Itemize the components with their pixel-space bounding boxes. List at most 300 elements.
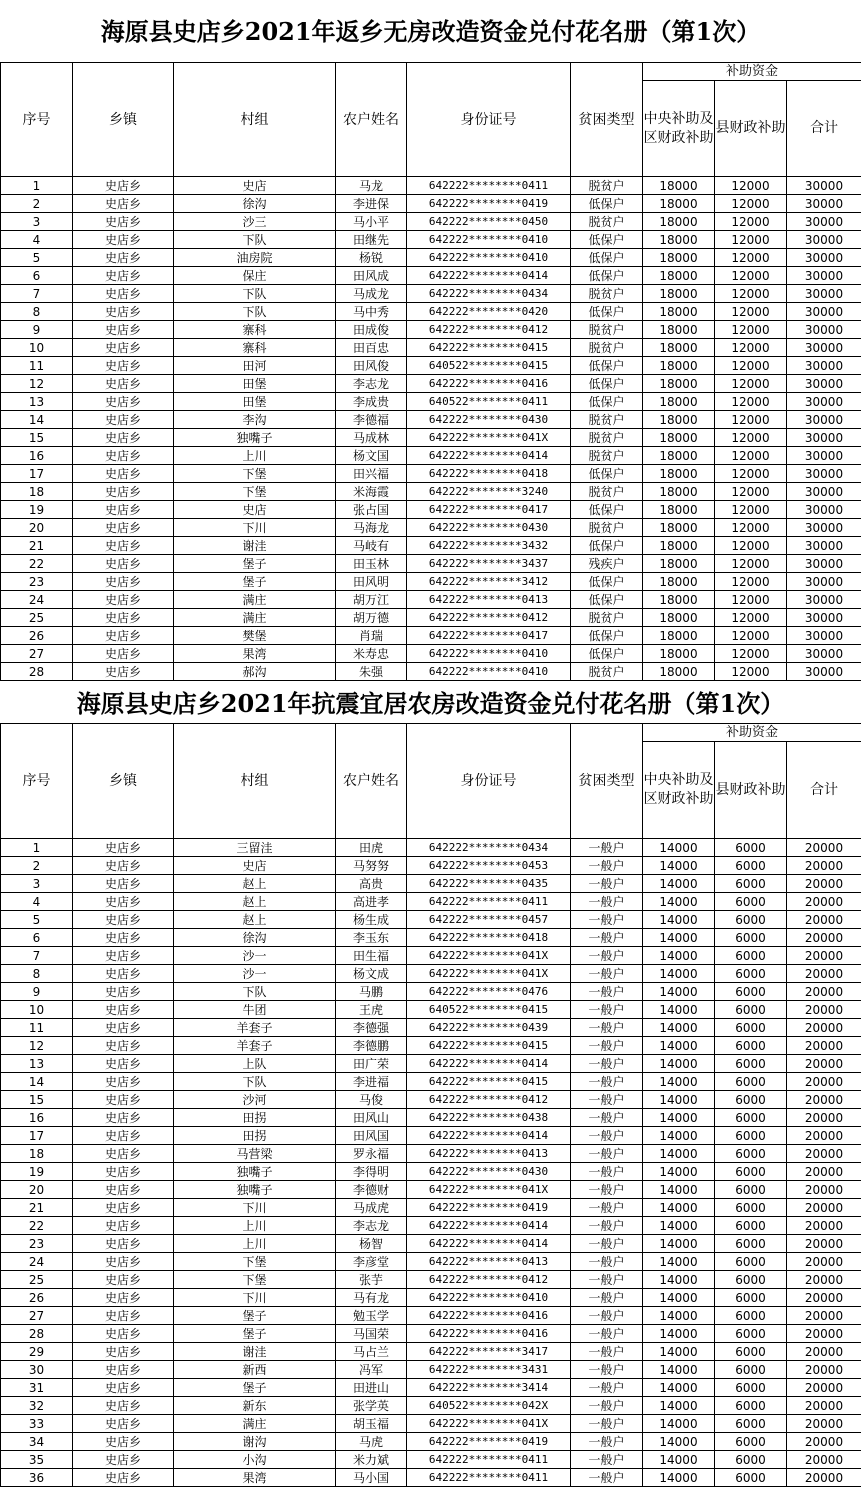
cell-town: 史店乡 [73,393,174,411]
cell-town: 史店乡 [73,1451,174,1469]
cell-id: 642222********0411 [407,893,571,911]
cell-central: 14000 [643,1253,715,1271]
cell-total: 20000 [787,1037,861,1055]
cell-town: 史店乡 [73,357,174,375]
cell-type: 一般户 [571,1415,643,1433]
cell-type: 低保户 [571,375,643,393]
cell-id: 642222********0412 [407,609,571,627]
header-name: 农户姓名 [336,724,407,839]
cell-name: 马小国 [336,1469,407,1487]
cell-type: 脱贫户 [571,213,643,231]
cell-id: 642222********0416 [407,1325,571,1343]
cell-seq: 25 [1,609,73,627]
cell-county: 12000 [715,285,787,303]
cell-name: 马中秀 [336,303,407,321]
cell-town: 史店乡 [73,983,174,1001]
cell-id: 642222********0430 [407,1163,571,1181]
cell-town: 史店乡 [73,177,174,195]
cell-county: 6000 [715,1163,787,1181]
table-row [1,1199,861,1217]
cell-name: 米寿忠 [336,645,407,663]
table-row [1,1073,861,1091]
cell-id: 642222********0418 [407,929,571,947]
cell-total: 30000 [787,501,861,519]
cell-name: 田生福 [336,947,407,965]
cell-type: 脱贫户 [571,483,643,501]
cell-name: 李德鹏 [336,1037,407,1055]
cell-id: 642222********3414 [407,1379,571,1397]
cell-seq: 21 [1,537,73,555]
cell-total: 30000 [787,393,861,411]
cell-town: 史店乡 [73,483,174,501]
cell-central: 18000 [643,573,715,591]
cell-total: 20000 [787,983,861,1001]
cell-type: 一般户 [571,839,643,857]
cell-name: 马小平 [336,213,407,231]
cell-type: 一般户 [571,1091,643,1109]
cell-id: 642222********041X [407,947,571,965]
cell-town: 史店乡 [73,339,174,357]
cell-total: 30000 [787,303,861,321]
cell-seq: 15 [1,1091,73,1109]
cell-total: 20000 [787,1091,861,1109]
cell-total: 30000 [787,177,861,195]
cell-name: 张占国 [336,501,407,519]
cell-town: 史店乡 [73,1073,174,1091]
table-row [1,983,861,1001]
cell-total: 20000 [787,1379,861,1397]
cell-village: 赵上 [174,911,336,929]
cell-county: 6000 [715,1469,787,1487]
cell-seq: 32 [1,1397,73,1415]
cell-town: 史店乡 [73,465,174,483]
cell-town: 史店乡 [73,1361,174,1379]
cell-town: 史店乡 [73,429,174,447]
cell-county: 6000 [715,1397,787,1415]
cell-village: 上川 [174,1217,336,1235]
cell-central: 18000 [643,465,715,483]
cell-id: 642222********0414 [407,447,571,465]
cell-county: 6000 [715,1289,787,1307]
cell-village: 独嘴子 [174,1163,336,1181]
table-row [1,231,861,249]
cell-village: 堡子 [174,573,336,591]
cell-name: 田玉林 [336,555,407,573]
cell-name: 肖瑞 [336,627,407,645]
table-row [1,965,861,983]
cell-central: 14000 [643,911,715,929]
cell-town: 史店乡 [73,663,174,681]
cell-total: 20000 [787,1163,861,1181]
cell-name: 张芋 [336,1271,407,1289]
cell-central: 14000 [643,1181,715,1199]
cell-type: 脱贫户 [571,177,643,195]
cell-seq: 25 [1,1271,73,1289]
cell-type: 一般户 [571,1433,643,1451]
cell-id: 642222********0435 [407,875,571,893]
cell-town: 史店乡 [73,303,174,321]
table-row [1,429,861,447]
cell-village: 保庄 [174,267,336,285]
cell-id: 642222********0420 [407,303,571,321]
cell-county: 12000 [715,339,787,357]
cell-name: 李进福 [336,1073,407,1091]
cell-town: 史店乡 [73,609,174,627]
cell-id: 642222********0410 [407,645,571,663]
cell-name: 高进孝 [336,893,407,911]
table-row [1,1451,861,1469]
cell-central: 18000 [643,339,715,357]
table-row [1,1127,861,1145]
cell-seq: 11 [1,1019,73,1037]
cell-central: 18000 [643,429,715,447]
cell-seq: 24 [1,1253,73,1271]
table-row [1,249,861,267]
table-row [1,1253,861,1271]
cell-village: 下队 [174,303,336,321]
cell-town: 史店乡 [73,1379,174,1397]
cell-county: 6000 [715,1217,787,1235]
cell-id: 642222********3240 [407,483,571,501]
cell-id: 642222********0416 [407,1307,571,1325]
table-row [1,1433,861,1451]
cell-seq: 22 [1,555,73,573]
cell-type: 一般户 [571,1037,643,1055]
header-seq: 序号 [1,63,73,177]
table-row [1,627,861,645]
cell-village: 满庄 [174,1415,336,1433]
cell-name: 田风俊 [336,357,407,375]
cell-central: 14000 [643,1091,715,1109]
cell-name: 马国荣 [336,1325,407,1343]
cell-name: 马龙 [336,177,407,195]
cell-type: 一般户 [571,1325,643,1343]
cell-central: 18000 [643,501,715,519]
cell-name: 田风成 [336,267,407,285]
table-row [1,465,861,483]
cell-county: 6000 [715,893,787,911]
table-row [1,1397,861,1415]
cell-county: 6000 [715,857,787,875]
table-row [1,555,861,573]
cell-county: 12000 [715,429,787,447]
cell-id: 642222********0414 [407,1055,571,1073]
header-id: 身份证号 [407,63,571,177]
sheet-return-housing [0,0,861,681]
cell-id: 642222********041X [407,1181,571,1199]
cell-name: 米海霞 [336,483,407,501]
cell-seq: 4 [1,231,73,249]
cell-id: 642222********041X [407,429,571,447]
table-row [1,1415,861,1433]
cell-type: 一般户 [571,1001,643,1019]
cell-village: 下堡 [174,483,336,501]
cell-seq: 1 [1,177,73,195]
table-row [1,1343,861,1361]
cell-total: 30000 [787,321,861,339]
cell-county: 6000 [715,911,787,929]
cell-name: 李得明 [336,1163,407,1181]
cell-name: 马成龙 [336,285,407,303]
cell-total: 20000 [787,947,861,965]
cell-village: 果湾 [174,645,336,663]
cell-county: 6000 [715,1433,787,1451]
roster-table [0,723,861,1487]
cell-id: 642222********0434 [407,285,571,303]
cell-name: 胡万德 [336,609,407,627]
cell-central: 18000 [643,177,715,195]
cell-central: 14000 [643,1127,715,1145]
cell-id: 640522********042X [407,1397,571,1415]
cell-id: 642222********0411 [407,1469,571,1487]
cell-central: 18000 [643,375,715,393]
cell-type: 一般户 [571,1397,643,1415]
cell-id: 642222********0453 [407,857,571,875]
cell-seq: 34 [1,1433,73,1451]
cell-type: 一般户 [571,1181,643,1199]
header-town: 乡镇 [73,63,174,177]
cell-name: 田虎 [336,839,407,857]
cell-county: 6000 [715,1127,787,1145]
cell-county: 6000 [715,1325,787,1343]
cell-village: 徐沟 [174,929,336,947]
cell-central: 18000 [643,447,715,465]
cell-village: 马营梁 [174,1145,336,1163]
cell-id: 642222********0457 [407,911,571,929]
cell-name: 杨智 [336,1235,407,1253]
table-row [1,893,861,911]
table-row [1,591,861,609]
cell-id: 642222********041X [407,965,571,983]
cell-name: 张学英 [336,1397,407,1415]
cell-total: 30000 [787,483,861,501]
cell-total: 30000 [787,573,861,591]
cell-id: 642222********0434 [407,839,571,857]
cell-central: 18000 [643,357,715,375]
cell-county: 12000 [715,555,787,573]
cell-type: 脱贫户 [571,285,643,303]
cell-name: 罗永福 [336,1145,407,1163]
cell-town: 史店乡 [73,537,174,555]
header-central: 中央补助及区财政补助 [643,81,715,177]
cell-central: 18000 [643,609,715,627]
cell-central: 14000 [643,1307,715,1325]
cell-seq: 3 [1,875,73,893]
cell-type: 一般户 [571,1073,643,1091]
cell-village: 下川 [174,1289,336,1307]
cell-id: 642222********0430 [407,411,571,429]
cell-type: 一般户 [571,1343,643,1361]
cell-name: 田进山 [336,1379,407,1397]
cell-seq: 7 [1,947,73,965]
cell-total: 20000 [787,1109,861,1127]
header-total: 合计 [787,81,861,177]
cell-town: 史店乡 [73,1307,174,1325]
cell-type: 低保户 [571,393,643,411]
cell-central: 14000 [643,1235,715,1253]
cell-county: 6000 [715,1451,787,1469]
cell-village: 牛团 [174,1001,336,1019]
cell-county: 12000 [715,357,787,375]
cell-type: 一般户 [571,1451,643,1469]
cell-total: 20000 [787,1361,861,1379]
cell-seq: 2 [1,857,73,875]
cell-type: 低保户 [571,249,643,267]
cell-village: 满庄 [174,591,336,609]
cell-type: 低保户 [571,195,643,213]
cell-county: 6000 [715,839,787,857]
table-row [1,321,861,339]
cell-seq: 28 [1,1325,73,1343]
cell-village: 田堡 [174,375,336,393]
cell-name: 李彦堂 [336,1253,407,1271]
cell-id: 642222********0416 [407,375,571,393]
cell-name: 杨锐 [336,249,407,267]
cell-town: 史店乡 [73,321,174,339]
cell-village: 三留洼 [174,839,336,857]
cell-village: 下堡 [174,1253,336,1271]
cell-seq: 6 [1,929,73,947]
cell-seq: 17 [1,465,73,483]
cell-type: 脱贫户 [571,339,643,357]
cell-name: 田风明 [336,573,407,591]
table-row [1,267,861,285]
cell-county: 12000 [715,573,787,591]
cell-village: 李沟 [174,411,336,429]
cell-total: 20000 [787,1415,861,1433]
cell-town: 史店乡 [73,1235,174,1253]
cell-total: 20000 [787,1289,861,1307]
cell-name: 田风国 [336,1127,407,1145]
cell-total: 20000 [787,1055,861,1073]
cell-type: 一般户 [571,1289,643,1307]
cell-name: 米力斌 [336,1451,407,1469]
cell-central: 14000 [643,1055,715,1073]
cell-seq: 26 [1,1289,73,1307]
cell-central: 14000 [643,893,715,911]
cell-name: 朱强 [336,663,407,681]
header-central: 中央补助及区财政补助 [643,742,715,839]
cell-total: 30000 [787,537,861,555]
cell-total: 20000 [787,911,861,929]
cell-central: 14000 [643,875,715,893]
cell-total: 20000 [787,1307,861,1325]
cell-total: 30000 [787,465,861,483]
cell-total: 20000 [787,1073,861,1091]
cell-id: 642222********0410 [407,663,571,681]
cell-county: 6000 [715,965,787,983]
cell-type: 低保户 [571,267,643,285]
cell-type: 一般户 [571,1055,643,1073]
cell-total: 30000 [787,663,861,681]
cell-county: 6000 [715,1091,787,1109]
cell-county: 12000 [715,483,787,501]
cell-id: 642222********3417 [407,1343,571,1361]
table-body [1,177,861,681]
cell-village: 郝沟 [174,663,336,681]
cell-id: 642222********0439 [407,1019,571,1037]
cell-central: 18000 [643,321,715,339]
cell-central: 18000 [643,591,715,609]
cell-name: 杨文成 [336,965,407,983]
cell-id: 642222********3437 [407,555,571,573]
cell-central: 18000 [643,303,715,321]
table-row [1,911,861,929]
cell-county: 12000 [715,249,787,267]
cell-type: 一般户 [571,1163,643,1181]
cell-seq: 12 [1,1037,73,1055]
cell-name: 杨生成 [336,911,407,929]
cell-village: 新西 [174,1361,336,1379]
cell-total: 20000 [787,1451,861,1469]
cell-town: 史店乡 [73,1253,174,1271]
cell-total: 30000 [787,591,861,609]
cell-town: 史店乡 [73,1037,174,1055]
cell-name: 高贵 [336,875,407,893]
cell-name: 杨文国 [336,447,407,465]
cell-total: 20000 [787,1001,861,1019]
cell-id: 642222********3412 [407,573,571,591]
cell-name: 田百忠 [336,339,407,357]
cell-seq: 26 [1,627,73,645]
cell-type: 低保户 [571,591,643,609]
cell-name: 马海龙 [336,519,407,537]
cell-type: 一般户 [571,1235,643,1253]
cell-village: 寨科 [174,339,336,357]
cell-seq: 8 [1,303,73,321]
cell-seq: 18 [1,483,73,501]
cell-town: 史店乡 [73,555,174,573]
cell-seq: 14 [1,1073,73,1091]
cell-seq: 1 [1,839,73,857]
table-row [1,213,861,231]
cell-id: 640522********0415 [407,1001,571,1019]
cell-town: 史店乡 [73,519,174,537]
cell-total: 30000 [787,519,861,537]
header-type: 贫困类型 [571,63,643,177]
cell-village: 下队 [174,231,336,249]
cell-central: 14000 [643,1289,715,1307]
cell-county: 12000 [715,519,787,537]
cell-name: 李志龙 [336,375,407,393]
cell-town: 史店乡 [73,1325,174,1343]
cell-county: 12000 [715,591,787,609]
cell-id: 642222********0419 [407,1199,571,1217]
cell-type: 一般户 [571,983,643,1001]
cell-total: 30000 [787,609,861,627]
cell-id: 642222********0414 [407,1127,571,1145]
cell-town: 史店乡 [73,1469,174,1487]
cell-town: 史店乡 [73,1145,174,1163]
table-row [1,1163,861,1181]
sheet-title: 海原县史店乡2021年抗震宜居农房改造资金兑付花名册（第1次） [76,689,785,718]
cell-id: 642222********3432 [407,537,571,555]
cell-seq: 5 [1,911,73,929]
cell-type: 一般户 [571,875,643,893]
table-row [1,195,861,213]
cell-name: 马成林 [336,429,407,447]
cell-type: 脱贫户 [571,609,643,627]
cell-town: 史店乡 [73,1019,174,1037]
cell-county: 12000 [715,609,787,627]
table-row [1,483,861,501]
cell-county: 12000 [715,663,787,681]
cell-village: 樊堡 [174,627,336,645]
cell-town: 史店乡 [73,1415,174,1433]
cell-village: 羊套子 [174,1019,336,1037]
cell-type: 低保户 [571,231,643,249]
cell-town: 史店乡 [73,1433,174,1451]
